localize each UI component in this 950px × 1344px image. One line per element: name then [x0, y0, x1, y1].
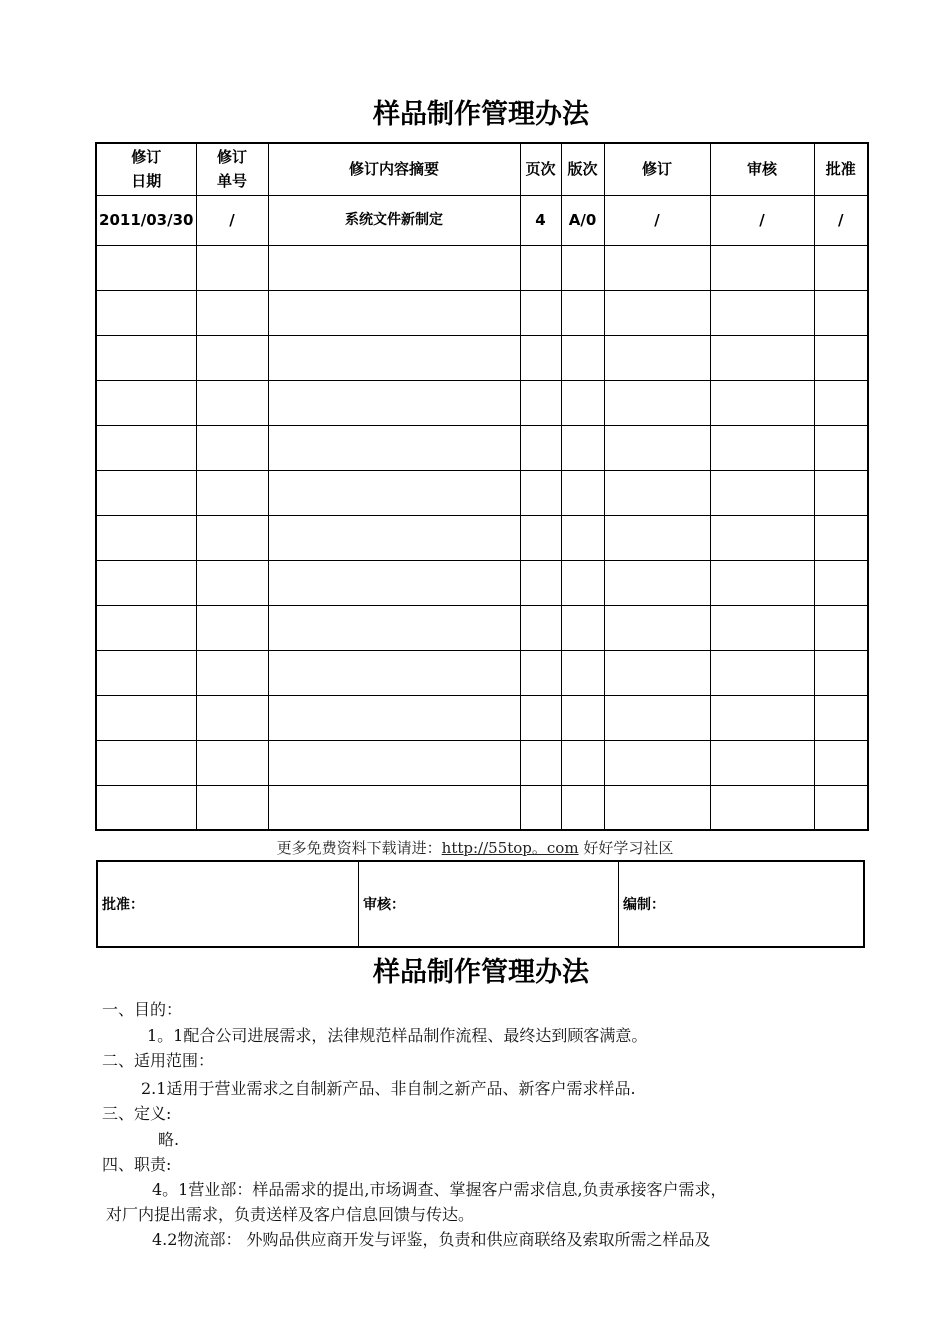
- table-row: [96, 650, 868, 695]
- table-cell: [561, 785, 604, 830]
- footer-suffix: 好好学习社区: [578, 839, 674, 857]
- header-revision-summary: 修订内容摘要: [268, 143, 520, 195]
- table-cell: [520, 245, 561, 290]
- table-cell: [268, 740, 520, 785]
- table-cell: [268, 290, 520, 335]
- section-3-heading: 三、定义:: [102, 1104, 172, 1123]
- table-cell: [561, 335, 604, 380]
- table-cell: [710, 245, 814, 290]
- table-cell: [710, 380, 814, 425]
- table-cell: [96, 335, 196, 380]
- table-cell: [710, 785, 814, 830]
- document-title: 样品制作管理办法: [373, 99, 589, 130]
- table-cell: [561, 470, 604, 515]
- header-revised: 修订: [604, 143, 710, 195]
- table-cell: [814, 335, 868, 380]
- table-cell: [604, 290, 710, 335]
- table-cell: [814, 245, 868, 290]
- table-row: [96, 560, 868, 605]
- table-row: [96, 290, 868, 335]
- footer-prefix: 更多免费资料下载请进：: [276, 839, 442, 857]
- table-cell: [96, 470, 196, 515]
- table-cell: [710, 560, 814, 605]
- table-row: [96, 695, 868, 740]
- table-cell: [604, 740, 710, 785]
- table-cell: [561, 515, 604, 560]
- table-cell: [604, 605, 710, 650]
- table-cell: [520, 470, 561, 515]
- table-cell: [561, 560, 604, 605]
- table-cell: [814, 740, 868, 785]
- table-cell: [96, 245, 196, 290]
- header-reviewed: 审核: [710, 143, 814, 195]
- table-cell: [814, 425, 868, 470]
- table-cell: [814, 515, 868, 560]
- table-cell: [604, 380, 710, 425]
- table-cell: [96, 740, 196, 785]
- table-cell: [196, 380, 268, 425]
- section-4-item-1-line-2: 对厂内提出需求，负责送样及客户信息回馈与传达。: [106, 1205, 475, 1224]
- table-cell: [710, 740, 814, 785]
- header-revision-date: 修订 日期: [96, 143, 196, 195]
- table-cell: [268, 425, 520, 470]
- header-pages: 页次: [520, 143, 561, 195]
- table-cell: [520, 695, 561, 740]
- sign-prepare: 编制：: [619, 861, 865, 947]
- table-cell: [196, 785, 268, 830]
- header-version: 版次: [561, 143, 604, 195]
- table-cell: [710, 515, 814, 560]
- cell-revised: /: [604, 195, 710, 245]
- table-row: [96, 195, 868, 245]
- table-cell: [96, 290, 196, 335]
- cell-version: A/0: [561, 195, 604, 245]
- footer-url-link[interactable]: http://55top。com: [441, 839, 579, 857]
- table-cell: [520, 650, 561, 695]
- cell-reviewed: /: [710, 195, 814, 245]
- table-cell: [814, 605, 868, 650]
- table-cell: [814, 560, 868, 605]
- table-cell: [710, 650, 814, 695]
- table-cell: [561, 605, 604, 650]
- sign-review: 审核：: [359, 861, 619, 947]
- table-cell: [520, 740, 561, 785]
- table-cell: [268, 785, 520, 830]
- table-cell: [604, 695, 710, 740]
- section-1-item-1: 1。1配合公司进展需求，法律规范样品制作流程、最终达到顾客满意。: [147, 1026, 648, 1045]
- table-cell: [268, 380, 520, 425]
- section-2-item-1: 2.1适用于营业需求之自制新产品、非自制之新产品、新客户需求样品.: [141, 1079, 636, 1098]
- table-cell: [268, 515, 520, 560]
- table-cell: [96, 605, 196, 650]
- table-cell: [604, 515, 710, 560]
- table-cell: [268, 650, 520, 695]
- table-cell: [196, 245, 268, 290]
- table-cell: [814, 695, 868, 740]
- table-cell: [96, 785, 196, 830]
- table-cell: [520, 515, 561, 560]
- cell-pages: 4: [520, 195, 561, 245]
- header-approved: 批准: [814, 143, 868, 195]
- signature-table: [96, 860, 865, 948]
- table-cell: [710, 335, 814, 380]
- cell-order-no: /: [196, 195, 268, 245]
- table-cell: [710, 425, 814, 470]
- section-1-heading: 一、目的：: [102, 1000, 183, 1019]
- table-row: [96, 785, 868, 830]
- revision-table: [95, 142, 869, 831]
- table-cell: [520, 605, 561, 650]
- table-cell: [268, 695, 520, 740]
- table-cell: [196, 335, 268, 380]
- table-cell: [561, 290, 604, 335]
- table-cell: [268, 245, 520, 290]
- sign-approve: 批准：: [97, 861, 359, 947]
- section-4-item-2: 4.2物流部： 外购品供应商开发与评鉴，负责和供应商联络及索取所需之样品及: [152, 1230, 711, 1249]
- table-cell: [561, 650, 604, 695]
- section-4-item-1-line-1: 4。1营业部：样品需求的提出,市场调查、掌握客户需求信息,负责承接客户需求，: [152, 1180, 727, 1199]
- table-cell: [96, 515, 196, 560]
- table-cell: [604, 560, 710, 605]
- table-cell: [561, 695, 604, 740]
- table-cell: [520, 425, 561, 470]
- table-cell: [604, 785, 710, 830]
- table-cell: [196, 560, 268, 605]
- revision-table-header: [96, 143, 868, 195]
- table-cell: [604, 335, 710, 380]
- table-cell: [814, 290, 868, 335]
- empty-rows: [96, 245, 868, 830]
- cell-approved: /: [814, 195, 868, 245]
- table-cell: [520, 560, 561, 605]
- table-cell: [814, 650, 868, 695]
- table-cell: [196, 290, 268, 335]
- table-cell: [196, 425, 268, 470]
- document-title-repeat: 样品制作管理办法: [373, 957, 589, 988]
- table-cell: [96, 560, 196, 605]
- table-cell: [710, 605, 814, 650]
- table-cell: [814, 785, 868, 830]
- cell-summary: 系统文件新制定: [268, 195, 520, 245]
- table-cell: [520, 785, 561, 830]
- table-cell: [814, 470, 868, 515]
- table-cell: [196, 605, 268, 650]
- table-cell: [268, 605, 520, 650]
- table-row: [96, 380, 868, 425]
- table-cell: [604, 470, 710, 515]
- table-cell: [196, 650, 268, 695]
- table-cell: [520, 335, 561, 380]
- table-cell: [96, 695, 196, 740]
- table-row: [96, 515, 868, 560]
- table-cell: [710, 470, 814, 515]
- table-cell: [604, 425, 710, 470]
- table-cell: [268, 470, 520, 515]
- table-cell: [520, 290, 561, 335]
- table-row: [96, 425, 868, 470]
- table-cell: [96, 425, 196, 470]
- table-cell: [196, 695, 268, 740]
- table-row: [96, 470, 868, 515]
- section-3-item-1: 略.: [158, 1130, 180, 1149]
- table-cell: [96, 650, 196, 695]
- table-cell: [561, 425, 604, 470]
- table-cell: [561, 740, 604, 785]
- table-cell: [520, 380, 561, 425]
- section-4-heading: 四、职责:: [102, 1155, 172, 1174]
- cell-date: 2011/03/30: [96, 195, 196, 245]
- table-row: [96, 245, 868, 290]
- table-row: [96, 335, 868, 380]
- table-cell: [604, 245, 710, 290]
- header-revision-order-no: 修订 单号: [196, 143, 268, 195]
- table-cell: [604, 650, 710, 695]
- table-cell: [268, 560, 520, 605]
- table-row: [96, 740, 868, 785]
- table-cell: [268, 335, 520, 380]
- table-cell: [814, 380, 868, 425]
- section-2-heading: 二、适用范围：: [102, 1051, 215, 1070]
- table-cell: [196, 470, 268, 515]
- table-cell: [710, 695, 814, 740]
- footer-link-line: [0, 838, 950, 858]
- table-cell: [710, 290, 814, 335]
- table-cell: [196, 740, 268, 785]
- table-cell: [561, 245, 604, 290]
- table-cell: [96, 380, 196, 425]
- table-row: [96, 605, 868, 650]
- table-cell: [196, 515, 268, 560]
- table-cell: [561, 380, 604, 425]
